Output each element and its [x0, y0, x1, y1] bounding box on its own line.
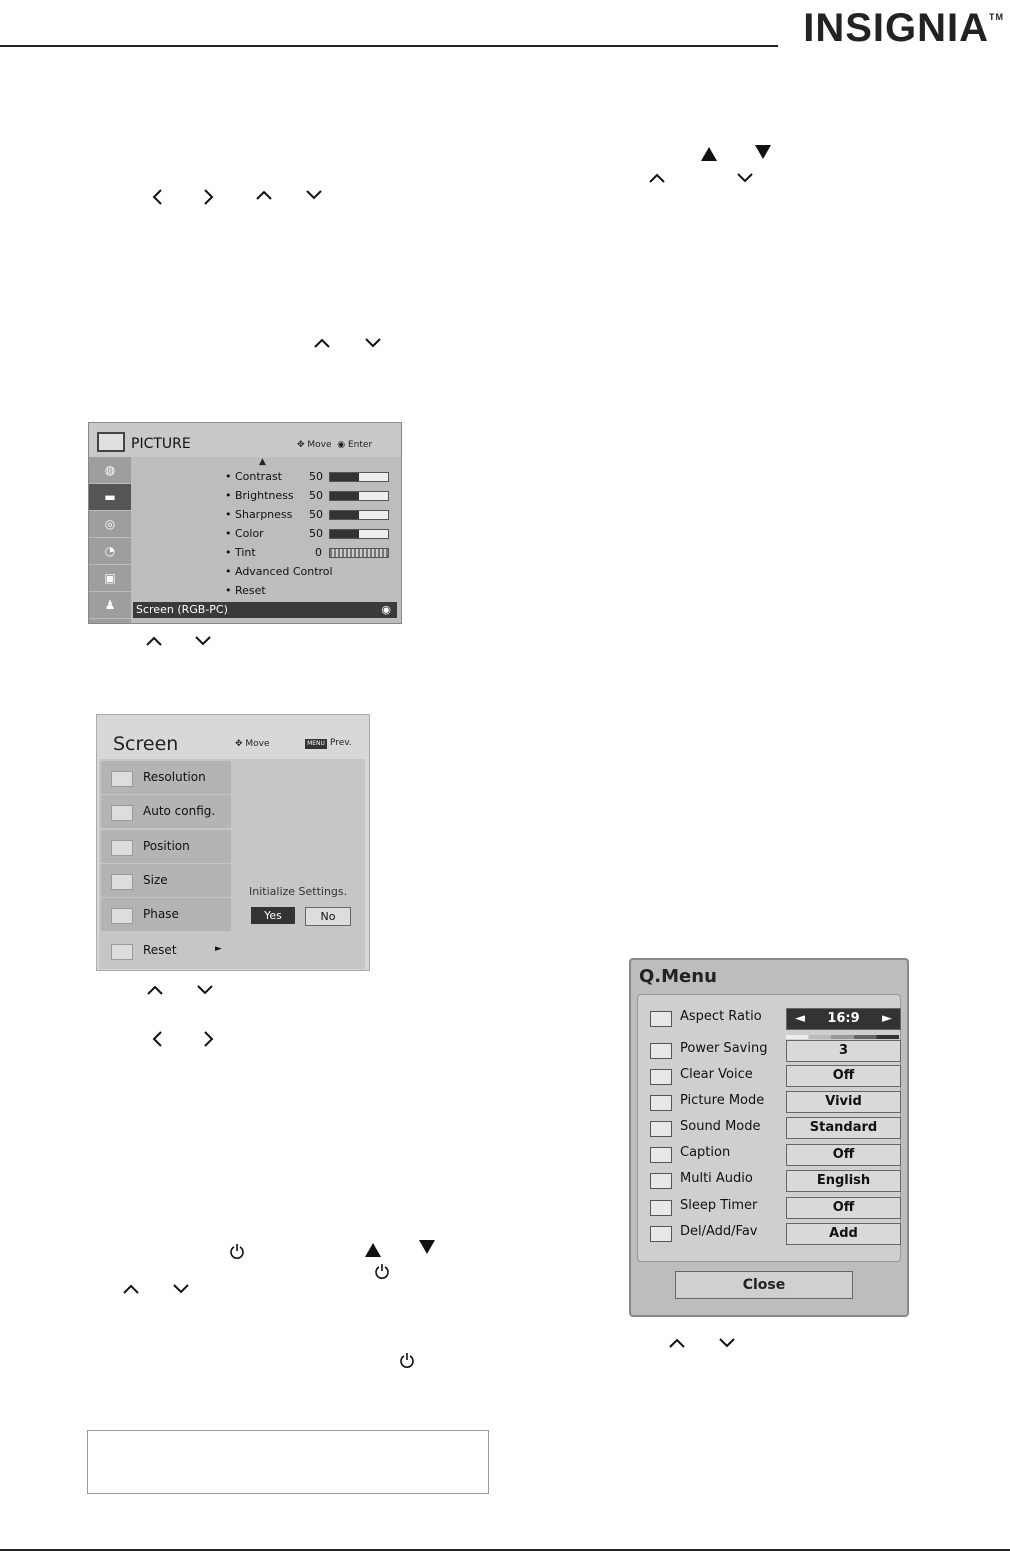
screen-menu-title: Screen	[113, 733, 179, 755]
brightness-bar[interactable]	[329, 491, 389, 501]
color-label[interactable]: • Color	[225, 527, 264, 540]
picture-menu-nav-hint: ✥ Move ◉ Enter	[297, 440, 373, 450]
sleep-timer-value[interactable]: Off	[786, 1197, 901, 1219]
chevron-left-icon	[151, 188, 163, 206]
brightness-label[interactable]: • Brightness	[225, 489, 294, 502]
option-icon[interactable]: ♟	[89, 592, 131, 619]
tint-bar[interactable]	[329, 548, 389, 558]
chevron-down-icon	[364, 337, 382, 349]
initialize-settings-text: Initialize Settings.	[249, 885, 348, 898]
power-saving-value[interactable]: 3	[786, 1040, 901, 1062]
auto-config-item[interactable]: Auto config.	[101, 795, 231, 828]
advanced-control-item[interactable]: • Advanced Control	[225, 565, 333, 578]
aspect-ratio-icon	[650, 1011, 672, 1027]
arrow-right-icon: ►	[215, 944, 222, 954]
sleep-timer-icon	[650, 1200, 672, 1216]
resolution-item[interactable]: Resolution	[101, 761, 231, 794]
chevron-up-icon	[145, 635, 163, 647]
picture-mode-value[interactable]: Vivid	[786, 1091, 901, 1113]
contrast-value: 50	[309, 470, 323, 483]
color-bar[interactable]	[329, 529, 389, 539]
power-icon	[399, 1352, 415, 1368]
time-icon[interactable]: ◔	[89, 538, 131, 565]
chevron-left-icon	[151, 1030, 163, 1048]
picture-icon[interactable]: ▬	[89, 484, 131, 511]
position-item[interactable]: Position	[101, 830, 231, 863]
chevron-right-icon	[203, 188, 215, 206]
chevron-down-icon	[736, 172, 754, 184]
chevron-up-icon	[255, 189, 273, 201]
setup-icon[interactable]: ◍	[89, 457, 131, 484]
screen-menu	[96, 714, 370, 971]
caption-label: Caption	[680, 1145, 731, 1160]
sharpness-label[interactable]: • Sharpness	[225, 508, 293, 521]
caption-value[interactable]: Off	[786, 1144, 901, 1166]
chevron-down-icon	[305, 189, 323, 201]
picture-mode-label: Picture Mode	[680, 1093, 765, 1108]
power-saving-icon	[650, 1043, 672, 1059]
size-item[interactable]: Size	[101, 864, 231, 897]
aspect-ratio-selector[interactable]: ◄ 16:9 ►	[786, 1008, 901, 1030]
resolution-icon	[111, 771, 133, 787]
tint-value: 0	[315, 546, 322, 559]
contrast-label[interactable]: • Contrast	[225, 470, 282, 483]
size-icon	[111, 874, 133, 890]
no-button[interactable]: No	[305, 907, 351, 926]
phase-item[interactable]: Phase	[101, 898, 231, 931]
clear-voice-value[interactable]: Off	[786, 1065, 901, 1087]
aspect-ratio-label: Aspect Ratio	[680, 1009, 762, 1024]
picture-menu-title: PICTURE	[131, 436, 191, 452]
power-saving-scale	[786, 1035, 899, 1039]
picture-menu-header	[89, 423, 401, 457]
move-hint: ✥ Move	[235, 739, 270, 749]
menu-key-icon: MENU	[305, 739, 327, 749]
screen-menu-panel	[99, 759, 365, 969]
sound-mode-value[interactable]: Standard	[786, 1117, 901, 1139]
reset-icon	[111, 944, 133, 960]
triangle-up-icon	[364, 1242, 382, 1258]
chevron-down-icon	[196, 984, 214, 996]
triangle-down-icon	[754, 144, 772, 160]
chevron-up-icon	[122, 1283, 140, 1295]
note-box	[87, 1430, 489, 1494]
sound-mode-icon	[650, 1121, 672, 1137]
sharpness-bar[interactable]	[329, 510, 389, 520]
brightness-value: 50	[309, 489, 323, 502]
header-rule	[0, 45, 778, 47]
q-menu-title: Q.Menu	[639, 966, 717, 987]
caption-icon	[650, 1147, 672, 1163]
triangle-down-icon	[418, 1239, 436, 1255]
clear-voice-icon	[650, 1069, 672, 1085]
triangle-up-icon	[700, 146, 718, 162]
multi-audio-label: Multi Audio	[680, 1171, 753, 1186]
channel-icon	[650, 1226, 672, 1242]
multi-audio-icon	[650, 1173, 672, 1189]
color-value: 50	[309, 527, 323, 540]
chevron-right-icon	[203, 1030, 215, 1048]
footer-rule	[0, 1549, 1010, 1551]
arrow-right-icon[interactable]: ►	[882, 1011, 892, 1026]
sound-mode-label: Sound Mode	[680, 1119, 761, 1134]
yes-button[interactable]: Yes	[251, 907, 295, 924]
tv-icon	[97, 432, 125, 452]
close-button[interactable]: Close	[675, 1271, 853, 1299]
enter-icon: ◉	[381, 603, 391, 616]
position-icon	[111, 840, 133, 856]
chevron-up-icon	[313, 337, 331, 349]
chevron-down-icon	[718, 1337, 736, 1349]
power-icon	[229, 1243, 245, 1259]
screen-rgb-pc-label: Screen (RGB-PC)	[136, 603, 228, 616]
q-menu-panel	[637, 994, 901, 1262]
prev-hint: Prev.	[330, 738, 352, 748]
clear-voice-label: Clear Voice	[680, 1067, 753, 1082]
reset-item[interactable]: Reset ►	[101, 934, 231, 967]
chevron-up-icon	[146, 984, 164, 996]
power-saving-label: Power Saving	[680, 1041, 768, 1056]
sleep-timer-label: Sleep Timer	[680, 1198, 758, 1213]
picture-mode-icon	[650, 1095, 672, 1111]
reset-item[interactable]: • Reset	[225, 584, 266, 597]
sharpness-value: 50	[309, 508, 323, 521]
tint-label[interactable]: • Tint	[225, 546, 256, 559]
power-icon	[374, 1263, 390, 1279]
multi-audio-value[interactable]: English	[786, 1170, 901, 1192]
audio-icon[interactable]: ◎	[89, 511, 131, 538]
picture-menu-sidebar	[89, 457, 131, 623]
arrow-left-icon[interactable]: ◄	[795, 1011, 805, 1026]
chevron-up-icon	[648, 172, 666, 184]
scroll-up-icon: ▲	[259, 457, 266, 467]
phase-icon	[111, 908, 133, 924]
auto-config-icon	[111, 805, 133, 821]
chevron-down-icon	[172, 1283, 190, 1295]
insignia-logo: INSIGNIA™	[803, 6, 1004, 50]
screen-rgb-pc-item[interactable]	[133, 602, 397, 618]
del-add-fav-label: Del/Add/Fav	[680, 1224, 758, 1239]
contrast-bar[interactable]	[329, 472, 389, 482]
picture-menu	[88, 422, 402, 624]
chevron-down-icon	[194, 635, 212, 647]
del-add-fav-value[interactable]: Add	[786, 1223, 901, 1245]
chevron-up-icon	[668, 1337, 686, 1349]
q-menu	[629, 958, 909, 1317]
lock-icon[interactable]: ▣	[89, 565, 131, 592]
